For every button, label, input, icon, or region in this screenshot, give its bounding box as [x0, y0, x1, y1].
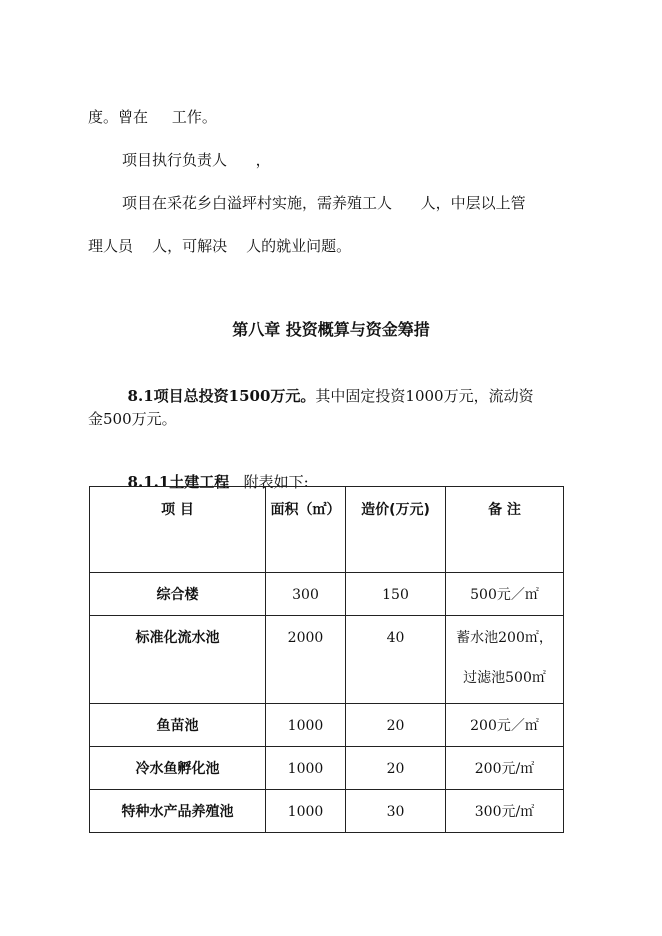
row-name: 综合楼 — [90, 573, 266, 616]
table-row — [90, 616, 564, 704]
row-notes: 300元/㎡ — [446, 790, 564, 833]
row-cost: 20 — [346, 747, 446, 790]
row-area: 300 — [266, 573, 346, 616]
row-area: 1000 — [266, 747, 346, 790]
paragraph-line-3: 项目在采花乡白溢坪村实施，需养殖工人 人，中层以上管 — [122, 194, 526, 212]
header-cost: 造价(万元) — [346, 487, 446, 573]
section-8-1-text: 其中固定投资1000万元，流动资 — [315, 387, 534, 405]
table-row — [90, 747, 564, 790]
chapter-title: 第八章 投资概算与资金筹措 — [232, 320, 430, 339]
table-row — [90, 704, 564, 747]
investment-table — [89, 486, 564, 833]
row-notes: 200元／㎡ — [446, 704, 564, 747]
table-header-row — [90, 487, 564, 573]
row-name: 特种水产品养殖池 — [90, 790, 266, 833]
table-row — [90, 573, 564, 616]
paragraph-line-1: 度。曾在 工作。 — [88, 108, 217, 126]
row-note-line: 过滤池500㎡ — [463, 670, 546, 686]
row-notes: 500元／㎡ — [446, 573, 564, 616]
section-8-1-line — [118, 366, 534, 406]
section-8-1-bold: 8.1项目总投资1500万元。 — [127, 387, 316, 405]
row-area: 2000 — [266, 616, 346, 704]
header-area: 面积（㎡） — [266, 487, 346, 573]
row-cost: 40 — [346, 616, 446, 704]
section-8-1-1-text: 附表如下: — [229, 473, 309, 491]
row-notes — [446, 616, 564, 704]
row-name: 冷水鱼孵化池 — [90, 747, 266, 790]
row-cost: 150 — [346, 573, 446, 616]
row-area: 1000 — [266, 790, 346, 833]
row-area: 1000 — [266, 704, 346, 747]
row-cost: 30 — [346, 790, 446, 833]
section-8-1-1-bold: 8.1.1土建工程 — [127, 473, 230, 491]
row-notes: 200元/㎡ — [446, 747, 564, 790]
row-cost: 20 — [346, 704, 446, 747]
header-notes: 备 注 — [446, 487, 564, 573]
header-item: 项 目 — [90, 487, 266, 573]
paragraph-line-2: 项目执行负责人 ， — [122, 151, 271, 169]
row-name: 鱼苗池 — [90, 704, 266, 747]
section-8-1-continuation: 金500万元。 — [88, 410, 177, 428]
paragraph-line-4: 理人员 人，可解决 人的就业问题。 — [88, 237, 352, 255]
row-name: 标准化流水池 — [90, 616, 266, 704]
row-note-line: 蓄水池200㎡， — [456, 630, 553, 646]
table-row — [90, 790, 564, 833]
